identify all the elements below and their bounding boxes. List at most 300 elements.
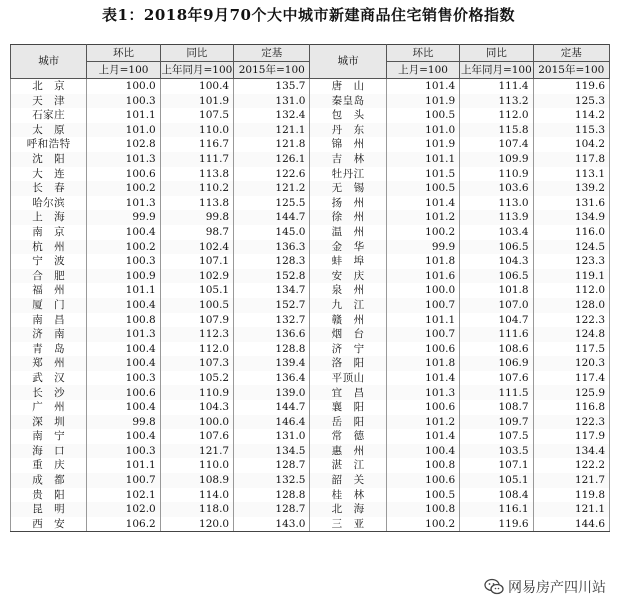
yoy-cell: 100.4 — [160, 79, 233, 94]
yoy-cell: 109.7 — [460, 415, 533, 430]
fixed-cell: 121.7 — [533, 473, 609, 488]
fixed-cell: 143.0 — [234, 517, 310, 532]
watermark-text: 网易房产四川站 — [508, 580, 606, 596]
yoy-cell: 115.8 — [460, 123, 533, 138]
yoy-cell: 111.4 — [460, 79, 533, 94]
fixed-cell: 126.1 — [234, 152, 310, 167]
chat-bubble-icon — [484, 578, 504, 596]
yoy-cell: 114.0 — [160, 488, 233, 503]
city-cell: 武 汉 — [11, 371, 87, 386]
mom-cell: 101.5 — [386, 167, 459, 182]
city-cell: 温 州 — [310, 225, 386, 240]
mom-cell: 100.7 — [386, 298, 459, 313]
fixed-cell: 117.4 — [533, 371, 609, 386]
yoy-cell: 108.7 — [460, 400, 533, 415]
table-row — [11, 415, 610, 430]
yoy-cell: 104.3 — [160, 400, 233, 415]
fixed-cell: 132.4 — [234, 108, 310, 123]
header-fixed: 定基 — [234, 45, 310, 62]
fixed-cell: 121.8 — [234, 137, 310, 152]
city-cell: 北 海 — [310, 502, 386, 517]
yoy-cell: 107.5 — [160, 108, 233, 123]
table-row — [11, 371, 610, 386]
yoy-cell: 112.3 — [160, 327, 233, 342]
yoy-cell: 110.9 — [460, 167, 533, 182]
mom-cell: 101.3 — [87, 327, 160, 342]
yoy-cell: 108.9 — [160, 473, 233, 488]
yoy-cell: 105.2 — [160, 371, 233, 386]
yoy-cell: 102.4 — [160, 240, 233, 255]
fixed-cell: 113.1 — [533, 167, 609, 182]
fixed-cell: 145.0 — [234, 225, 310, 240]
yoy-cell: 110.0 — [160, 458, 233, 473]
mom-cell: 102.0 — [87, 502, 160, 517]
mom-cell: 101.1 — [386, 152, 459, 167]
city-cell: 唐 山 — [310, 79, 386, 94]
yoy-cell: 110.2 — [160, 181, 233, 196]
mom-cell: 101.4 — [386, 371, 459, 386]
fixed-cell: 128.7 — [234, 502, 310, 517]
city-cell: 贵 阳 — [11, 488, 87, 503]
yoy-cell: 107.3 — [160, 356, 233, 371]
city-cell: 北 京 — [11, 79, 87, 94]
city-cell: 徐 州 — [310, 210, 386, 225]
city-cell: 牡丹江 — [310, 167, 386, 182]
yoy-cell: 107.5 — [460, 429, 533, 444]
city-cell: 蚌 埠 — [310, 254, 386, 269]
yoy-cell: 98.7 — [160, 225, 233, 240]
city-cell: 深 圳 — [11, 415, 87, 430]
mom-cell: 100.4 — [87, 342, 160, 357]
city-cell: 济 南 — [11, 327, 87, 342]
yoy-cell: 110.0 — [160, 123, 233, 138]
city-cell: 呼和浩特 — [11, 137, 87, 152]
fixed-cell: 125.9 — [533, 385, 609, 400]
table-row — [11, 108, 610, 123]
city-cell: 南 京 — [11, 225, 87, 240]
yoy-cell: 106.9 — [460, 356, 533, 371]
fixed-cell: 117.9 — [533, 429, 609, 444]
mom-cell: 100.4 — [87, 356, 160, 371]
watermark — [481, 576, 609, 598]
city-cell: 青 岛 — [11, 342, 87, 357]
yoy-cell: 103.4 — [460, 225, 533, 240]
header-fixed: 定基 — [533, 45, 609, 62]
city-cell: 扬 州 — [310, 196, 386, 211]
yoy-cell: 108.6 — [460, 342, 533, 357]
city-cell: 石家庄 — [11, 108, 87, 123]
mom-cell: 101.4 — [386, 196, 459, 211]
fixed-cell: 128.8 — [234, 488, 310, 503]
header-yoy: 同比 — [160, 45, 233, 62]
yoy-cell: 100.5 — [160, 298, 233, 313]
fixed-cell: 139.4 — [234, 356, 310, 371]
header-yoy: 同比 — [460, 45, 533, 62]
mom-cell: 101.3 — [87, 196, 160, 211]
city-cell: 洛 阳 — [310, 356, 386, 371]
yoy-cell: 113.8 — [160, 167, 233, 182]
city-cell: 金 华 — [310, 240, 386, 255]
yoy-cell: 107.4 — [460, 137, 533, 152]
city-cell: 太 原 — [11, 123, 87, 138]
table-row — [11, 225, 610, 240]
yoy-cell: 116.7 — [160, 137, 233, 152]
yoy-cell: 104.7 — [460, 313, 533, 328]
table-row — [11, 400, 610, 415]
table-row — [11, 458, 610, 473]
city-cell: 锦 州 — [310, 137, 386, 152]
city-cell: 包 头 — [310, 108, 386, 123]
mom-cell: 101.3 — [87, 152, 160, 167]
yoy-cell: 121.7 — [160, 444, 233, 459]
fixed-cell: 124.5 — [533, 240, 609, 255]
table-row — [11, 269, 610, 284]
mom-cell: 101.2 — [386, 415, 459, 430]
fixed-cell: 125.3 — [533, 94, 609, 109]
yoy-cell: 116.1 — [460, 502, 533, 517]
city-cell: 襄 阳 — [310, 400, 386, 415]
fixed-cell: 119.8 — [533, 488, 609, 503]
city-cell: 成 都 — [11, 473, 87, 488]
yoy-cell: 107.0 — [460, 298, 533, 313]
city-cell: 福 州 — [11, 283, 87, 298]
mom-cell: 100.2 — [386, 517, 459, 532]
yoy-cell: 113.8 — [160, 196, 233, 211]
fixed-cell: 144.7 — [234, 210, 310, 225]
table-row — [11, 210, 610, 225]
header-fixed-base: 2015年=100 — [533, 62, 609, 79]
header-city: 城市 — [310, 45, 386, 79]
city-cell: 南 宁 — [11, 429, 87, 444]
city-cell: 昆 明 — [11, 502, 87, 517]
mom-cell: 101.0 — [386, 123, 459, 138]
city-cell: 丹 东 — [310, 123, 386, 138]
fixed-cell: 139.2 — [533, 181, 609, 196]
fixed-cell: 122.3 — [533, 415, 609, 430]
fixed-cell: 152.8 — [234, 269, 310, 284]
fixed-cell: 122.2 — [533, 458, 609, 473]
mom-cell: 100.6 — [386, 473, 459, 488]
city-cell: 韶 关 — [310, 473, 386, 488]
mom-cell: 100.2 — [87, 181, 160, 196]
mom-cell: 100.6 — [386, 342, 459, 357]
mom-cell: 100.4 — [87, 298, 160, 313]
city-cell: 济 宁 — [310, 342, 386, 357]
fixed-cell: 139.0 — [234, 385, 310, 400]
yoy-cell: 107.6 — [460, 371, 533, 386]
fixed-cell: 119.1 — [533, 269, 609, 284]
fixed-cell: 134.9 — [533, 210, 609, 225]
mom-cell: 101.1 — [87, 108, 160, 123]
fixed-cell: 131.6 — [533, 196, 609, 211]
header-mom: 环比 — [87, 45, 160, 62]
yoy-cell: 101.9 — [160, 94, 233, 109]
table-body — [11, 79, 610, 532]
mom-cell: 100.6 — [386, 400, 459, 415]
city-cell: 南 昌 — [11, 313, 87, 328]
mom-cell: 101.1 — [87, 458, 160, 473]
fixed-cell: 112.0 — [533, 283, 609, 298]
city-cell: 沈 阳 — [11, 152, 87, 167]
city-cell: 厦 门 — [11, 298, 87, 313]
yoy-cell: 103.6 — [460, 181, 533, 196]
fixed-cell: 121.1 — [533, 502, 609, 517]
table-row — [11, 123, 610, 138]
table-row — [11, 167, 610, 182]
city-cell: 平顶山 — [310, 371, 386, 386]
city-cell: 三 亚 — [310, 517, 386, 532]
header-row — [11, 45, 610, 62]
city-cell: 西 安 — [11, 517, 87, 532]
mom-cell: 100.6 — [87, 385, 160, 400]
mom-cell: 100.8 — [87, 313, 160, 328]
header-city: 城市 — [11, 45, 87, 79]
mom-cell: 100.2 — [87, 240, 160, 255]
city-cell: 郑 州 — [11, 356, 87, 371]
city-cell: 长 春 — [11, 181, 87, 196]
mom-cell: 101.8 — [386, 356, 459, 371]
yoy-cell: 100.0 — [160, 415, 233, 430]
table-row — [11, 313, 610, 328]
table-row — [11, 473, 610, 488]
fixed-cell: 122.6 — [234, 167, 310, 182]
mom-cell: 99.9 — [87, 210, 160, 225]
yoy-cell: 111.5 — [460, 385, 533, 400]
table-row — [11, 385, 610, 400]
yoy-cell: 113.0 — [460, 196, 533, 211]
mom-cell: 100.4 — [87, 225, 160, 240]
city-cell: 桂 林 — [310, 488, 386, 503]
mom-cell: 102.1 — [87, 488, 160, 503]
fixed-cell: 120.3 — [533, 356, 609, 371]
fixed-cell: 128.8 — [234, 342, 310, 357]
fixed-cell: 128.7 — [234, 458, 310, 473]
header-yoy-base: 上年同月=100 — [160, 62, 233, 79]
mom-cell: 100.5 — [386, 181, 459, 196]
mom-cell: 100.3 — [87, 371, 160, 386]
city-cell: 吉 林 — [310, 152, 386, 167]
fixed-cell: 121.2 — [234, 181, 310, 196]
mom-cell: 100.4 — [87, 400, 160, 415]
fixed-cell: 136.3 — [234, 240, 310, 255]
yoy-cell: 111.6 — [460, 327, 533, 342]
table-row — [11, 517, 610, 532]
mom-cell: 100.9 — [87, 269, 160, 284]
yoy-cell: 107.1 — [160, 254, 233, 269]
city-cell: 惠 州 — [310, 444, 386, 459]
fixed-cell: 116.0 — [533, 225, 609, 240]
mom-cell: 102.8 — [87, 137, 160, 152]
city-cell: 海 口 — [11, 444, 87, 459]
city-cell: 常 德 — [310, 429, 386, 444]
city-cell: 天 津 — [11, 94, 87, 109]
city-cell: 秦皇岛 — [310, 94, 386, 109]
mom-cell: 100.3 — [87, 94, 160, 109]
mom-cell: 100.3 — [87, 254, 160, 269]
yoy-cell: 107.6 — [160, 429, 233, 444]
yoy-cell: 99.8 — [160, 210, 233, 225]
mom-cell: 100.7 — [386, 327, 459, 342]
fixed-cell: 134.7 — [234, 283, 310, 298]
yoy-cell: 120.0 — [160, 517, 233, 532]
table-row — [11, 488, 610, 503]
yoy-cell: 110.9 — [160, 385, 233, 400]
header-mom: 环比 — [386, 45, 459, 62]
yoy-cell: 107.9 — [160, 313, 233, 328]
table-row — [11, 298, 610, 313]
yoy-cell: 107.1 — [460, 458, 533, 473]
fixed-cell: 134.5 — [234, 444, 310, 459]
fixed-cell: 117.8 — [533, 152, 609, 167]
city-cell: 合 肥 — [11, 269, 87, 284]
mom-cell: 101.6 — [386, 269, 459, 284]
yoy-cell: 118.0 — [160, 502, 233, 517]
fixed-cell: 115.3 — [533, 123, 609, 138]
mom-cell: 99.9 — [386, 240, 459, 255]
yoy-cell: 106.5 — [460, 240, 533, 255]
fixed-cell: 117.5 — [533, 342, 609, 357]
yoy-cell: 102.9 — [160, 269, 233, 284]
city-cell: 宜 昌 — [310, 385, 386, 400]
yoy-cell: 103.5 — [460, 444, 533, 459]
fixed-cell: 114.2 — [533, 108, 609, 123]
mom-cell: 100.6 — [87, 167, 160, 182]
mom-cell: 99.8 — [87, 415, 160, 430]
city-cell: 哈尔滨 — [11, 196, 87, 211]
yoy-cell: 113.2 — [460, 94, 533, 109]
city-cell: 宁 波 — [11, 254, 87, 269]
table-row — [11, 327, 610, 342]
table-row — [11, 444, 610, 459]
table-row — [11, 502, 610, 517]
fixed-cell: 124.8 — [533, 327, 609, 342]
fixed-cell: 116.8 — [533, 400, 609, 415]
city-cell: 九 江 — [310, 298, 386, 313]
fixed-cell: 131.0 — [234, 94, 310, 109]
mom-cell: 100.8 — [386, 458, 459, 473]
city-cell: 长 沙 — [11, 385, 87, 400]
city-cell: 泉 州 — [310, 283, 386, 298]
mom-cell: 100.3 — [87, 444, 160, 459]
city-cell: 广 州 — [11, 400, 87, 415]
yoy-cell: 101.8 — [460, 283, 533, 298]
table-row — [11, 181, 610, 196]
mom-cell: 101.3 — [386, 385, 459, 400]
yoy-cell: 112.0 — [460, 108, 533, 123]
fixed-cell: 128.0 — [533, 298, 609, 313]
city-cell: 上 海 — [11, 210, 87, 225]
fixed-cell: 131.0 — [234, 429, 310, 444]
city-cell: 岳 阳 — [310, 415, 386, 430]
mom-cell: 101.8 — [386, 254, 459, 269]
fixed-cell: 146.4 — [234, 415, 310, 430]
city-cell: 安 庆 — [310, 269, 386, 284]
mom-cell: 101.4 — [386, 429, 459, 444]
table-row — [11, 429, 610, 444]
city-cell: 重 庆 — [11, 458, 87, 473]
table-row — [11, 137, 610, 152]
city-cell: 无 锡 — [310, 181, 386, 196]
yoy-cell: 112.0 — [160, 342, 233, 357]
fixed-cell: 132.7 — [234, 313, 310, 328]
header-mom-base: 上月=100 — [87, 62, 160, 79]
fixed-cell: 121.1 — [234, 123, 310, 138]
mom-cell: 100.0 — [386, 283, 459, 298]
header-yoy-base: 上年同月=100 — [460, 62, 533, 79]
fixed-cell: 128.3 — [234, 254, 310, 269]
fixed-cell: 104.2 — [533, 137, 609, 152]
yoy-cell: 105.1 — [460, 473, 533, 488]
fixed-cell: 144.6 — [533, 517, 609, 532]
mom-cell: 101.4 — [386, 79, 459, 94]
mom-cell: 101.0 — [87, 123, 160, 138]
price-index-table — [10, 44, 610, 532]
table-title: 表1：2018年9月70个大中城市新建商品住宅销售价格指数 — [102, 6, 515, 24]
table-row — [11, 356, 610, 371]
yoy-cell: 108.4 — [460, 488, 533, 503]
table-row — [11, 79, 610, 94]
table-row — [11, 283, 610, 298]
mom-cell: 100.0 — [87, 79, 160, 94]
fixed-cell: 135.7 — [234, 79, 310, 94]
yoy-cell: 106.5 — [460, 269, 533, 284]
city-cell: 杭 州 — [11, 240, 87, 255]
yoy-cell: 105.1 — [160, 283, 233, 298]
yoy-cell: 111.7 — [160, 152, 233, 167]
table-row — [11, 94, 610, 109]
table-row — [11, 196, 610, 211]
fixed-cell: 136.6 — [234, 327, 310, 342]
fixed-cell: 119.6 — [533, 79, 609, 94]
mom-cell: 100.5 — [386, 108, 459, 123]
table-row — [11, 342, 610, 357]
mom-cell: 101.9 — [386, 137, 459, 152]
yoy-cell: 119.6 — [460, 517, 533, 532]
mom-cell: 100.7 — [87, 473, 160, 488]
mom-cell: 100.8 — [386, 502, 459, 517]
fixed-cell: 134.4 — [533, 444, 609, 459]
table-row — [11, 152, 610, 167]
yoy-cell: 113.9 — [460, 210, 533, 225]
city-cell: 大 连 — [11, 167, 87, 182]
fixed-cell: 122.3 — [533, 313, 609, 328]
yoy-cell: 104.3 — [460, 254, 533, 269]
mom-cell: 100.4 — [386, 444, 459, 459]
mom-cell: 100.5 — [386, 488, 459, 503]
fixed-cell: 125.5 — [234, 196, 310, 211]
header-mom-base: 上月=100 — [386, 62, 459, 79]
mom-cell: 101.1 — [386, 313, 459, 328]
mom-cell: 101.1 — [87, 283, 160, 298]
fixed-cell: 152.7 — [234, 298, 310, 313]
city-cell: 赣 州 — [310, 313, 386, 328]
mom-cell: 101.2 — [386, 210, 459, 225]
mom-cell: 100.2 — [386, 225, 459, 240]
yoy-cell: 109.9 — [460, 152, 533, 167]
mom-cell: 106.2 — [87, 517, 160, 532]
fixed-cell: 136.4 — [234, 371, 310, 386]
table-row — [11, 240, 610, 255]
city-cell: 烟 台 — [310, 327, 386, 342]
mom-cell: 100.4 — [87, 429, 160, 444]
fixed-cell: 144.7 — [234, 400, 310, 415]
fixed-cell: 123.3 — [533, 254, 609, 269]
header-fixed-base: 2015年=100 — [234, 62, 310, 79]
mom-cell: 101.9 — [386, 94, 459, 109]
table-row — [11, 254, 610, 269]
fixed-cell: 132.5 — [234, 473, 310, 488]
city-cell: 湛 江 — [310, 458, 386, 473]
